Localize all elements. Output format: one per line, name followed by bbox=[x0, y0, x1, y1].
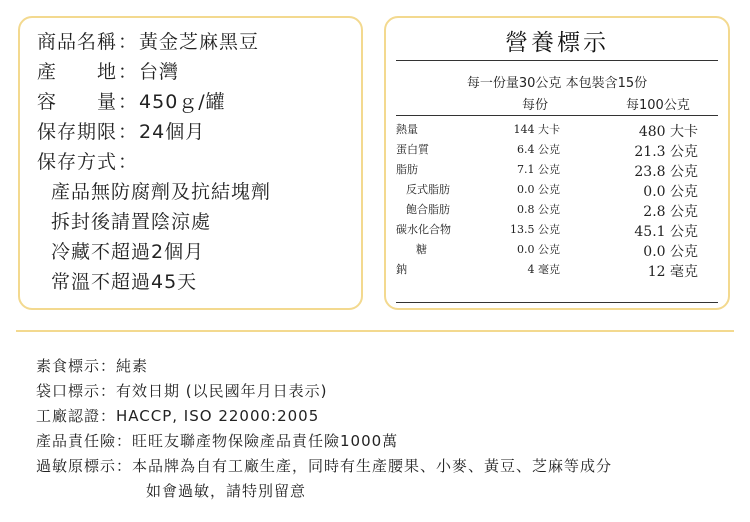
storage-item: 拆封後請置陰涼處 bbox=[51, 211, 212, 233]
colon: ： bbox=[118, 61, 139, 83]
column-header-per-serving: 每份 bbox=[522, 98, 549, 113]
nutrition-row bbox=[396, 221, 718, 241]
nutrition-row bbox=[396, 141, 718, 161]
nutrient-name: 碳水化合物 bbox=[396, 223, 451, 236]
allergen-line-continued: 如會過敏，請特別留意 bbox=[146, 482, 307, 500]
divider bbox=[396, 302, 718, 303]
nutrient-name: 脂肪 bbox=[396, 163, 418, 176]
colon: ： bbox=[118, 91, 139, 113]
nutrition-row bbox=[396, 181, 718, 201]
volume-value: 450ｇ/罐 bbox=[139, 91, 226, 113]
nutrient-name: 糖 bbox=[416, 243, 427, 256]
volume-label: 容 量 bbox=[37, 91, 118, 113]
shelf-life-value: 24個月 bbox=[139, 121, 206, 143]
per-serving-value: 13.5 公克 bbox=[510, 223, 560, 236]
storage-item: 產品無防腐劑及抗結塊劑 bbox=[51, 181, 272, 203]
shelf-life-row bbox=[37, 120, 205, 144]
nutrition-title: 營養標示 bbox=[505, 30, 609, 56]
allergen-line: 過敏原標示：本品牌為自有工廠生產，同時有生產腰果、小麥、黃豆、芝麻等成分 bbox=[36, 457, 613, 475]
nutrition-row bbox=[396, 201, 718, 221]
per-serving-value: 6.4 公克 bbox=[517, 143, 560, 156]
per-serving-value: 0.0 公克 bbox=[517, 243, 560, 256]
storage-row bbox=[37, 150, 139, 174]
per-serving-value: 0.8 公克 bbox=[517, 203, 560, 216]
nutrient-name: 熱量 bbox=[396, 123, 418, 136]
colon: ： bbox=[118, 31, 139, 53]
product-name-label: 商品名稱 bbox=[37, 31, 118, 53]
per-100g-value: 12 毫克 bbox=[647, 264, 698, 280]
vegetarian-label-line: 素食標示：純素 bbox=[36, 357, 149, 375]
factory-certification-line: 工廠認證：HACCP, ISO 22000:2005 bbox=[36, 407, 320, 425]
nutrient-name: 反式脂肪 bbox=[406, 183, 450, 196]
section-divider bbox=[16, 330, 734, 332]
nutrition-row bbox=[396, 261, 718, 281]
shelf-life-label: 保存期限 bbox=[37, 121, 118, 143]
storage-item: 常溫不超過45天 bbox=[51, 271, 198, 293]
per-100g-value: 45.1 公克 bbox=[634, 224, 698, 240]
per-serving-value: 144 大卡 bbox=[513, 123, 560, 136]
divider bbox=[396, 60, 718, 61]
product-name-value: 黃金芝麻黑豆 bbox=[139, 31, 260, 53]
product-info-panel bbox=[18, 16, 363, 310]
nutrient-name: 蛋白質 bbox=[396, 143, 429, 156]
volume-row bbox=[37, 90, 226, 114]
product-name-row bbox=[37, 30, 259, 54]
per-100g-value: 23.8 公克 bbox=[634, 164, 698, 180]
divider bbox=[396, 115, 718, 116]
origin-row bbox=[37, 60, 179, 84]
per-100g-value: 480 大卡 bbox=[638, 124, 698, 140]
per-serving-value: 7.1 公克 bbox=[517, 163, 560, 176]
nutrition-row bbox=[396, 121, 718, 141]
nutrient-name: 飽合脂肪 bbox=[406, 203, 450, 216]
column-header-per-100g: 每100公克 bbox=[626, 98, 690, 113]
origin-label: 產 地 bbox=[37, 61, 118, 83]
nutrition-row bbox=[396, 161, 718, 181]
origin-value: 台灣 bbox=[139, 61, 180, 83]
per-100g-value: 0.0 公克 bbox=[643, 184, 698, 200]
nutrition-row bbox=[396, 241, 718, 261]
per-serving-value: 0.0 公克 bbox=[517, 183, 560, 196]
liability-insurance-line: 產品責任險：旺旺友聯產物保險產品責任險1000萬 bbox=[36, 432, 399, 450]
nutrient-name: 鈉 bbox=[396, 263, 407, 276]
storage-label: 保存方式 bbox=[37, 151, 118, 173]
colon: ： bbox=[118, 151, 139, 173]
package-date-line: 袋口標示：有效日期 (以民國年月日表示) bbox=[36, 382, 328, 400]
colon: ： bbox=[118, 121, 139, 143]
nutrition-facts-panel bbox=[384, 16, 730, 310]
per-100g-value: 21.3 公克 bbox=[634, 144, 698, 160]
per-100g-value: 2.8 公克 bbox=[643, 204, 698, 220]
per-100g-value: 0.0 公克 bbox=[643, 244, 698, 260]
storage-item: 冷藏不超過2個月 bbox=[51, 241, 205, 263]
per-serving-value: 4 毫克 bbox=[527, 263, 560, 276]
serving-info: 每一份量30公克 本包裝含15份 bbox=[466, 76, 648, 91]
